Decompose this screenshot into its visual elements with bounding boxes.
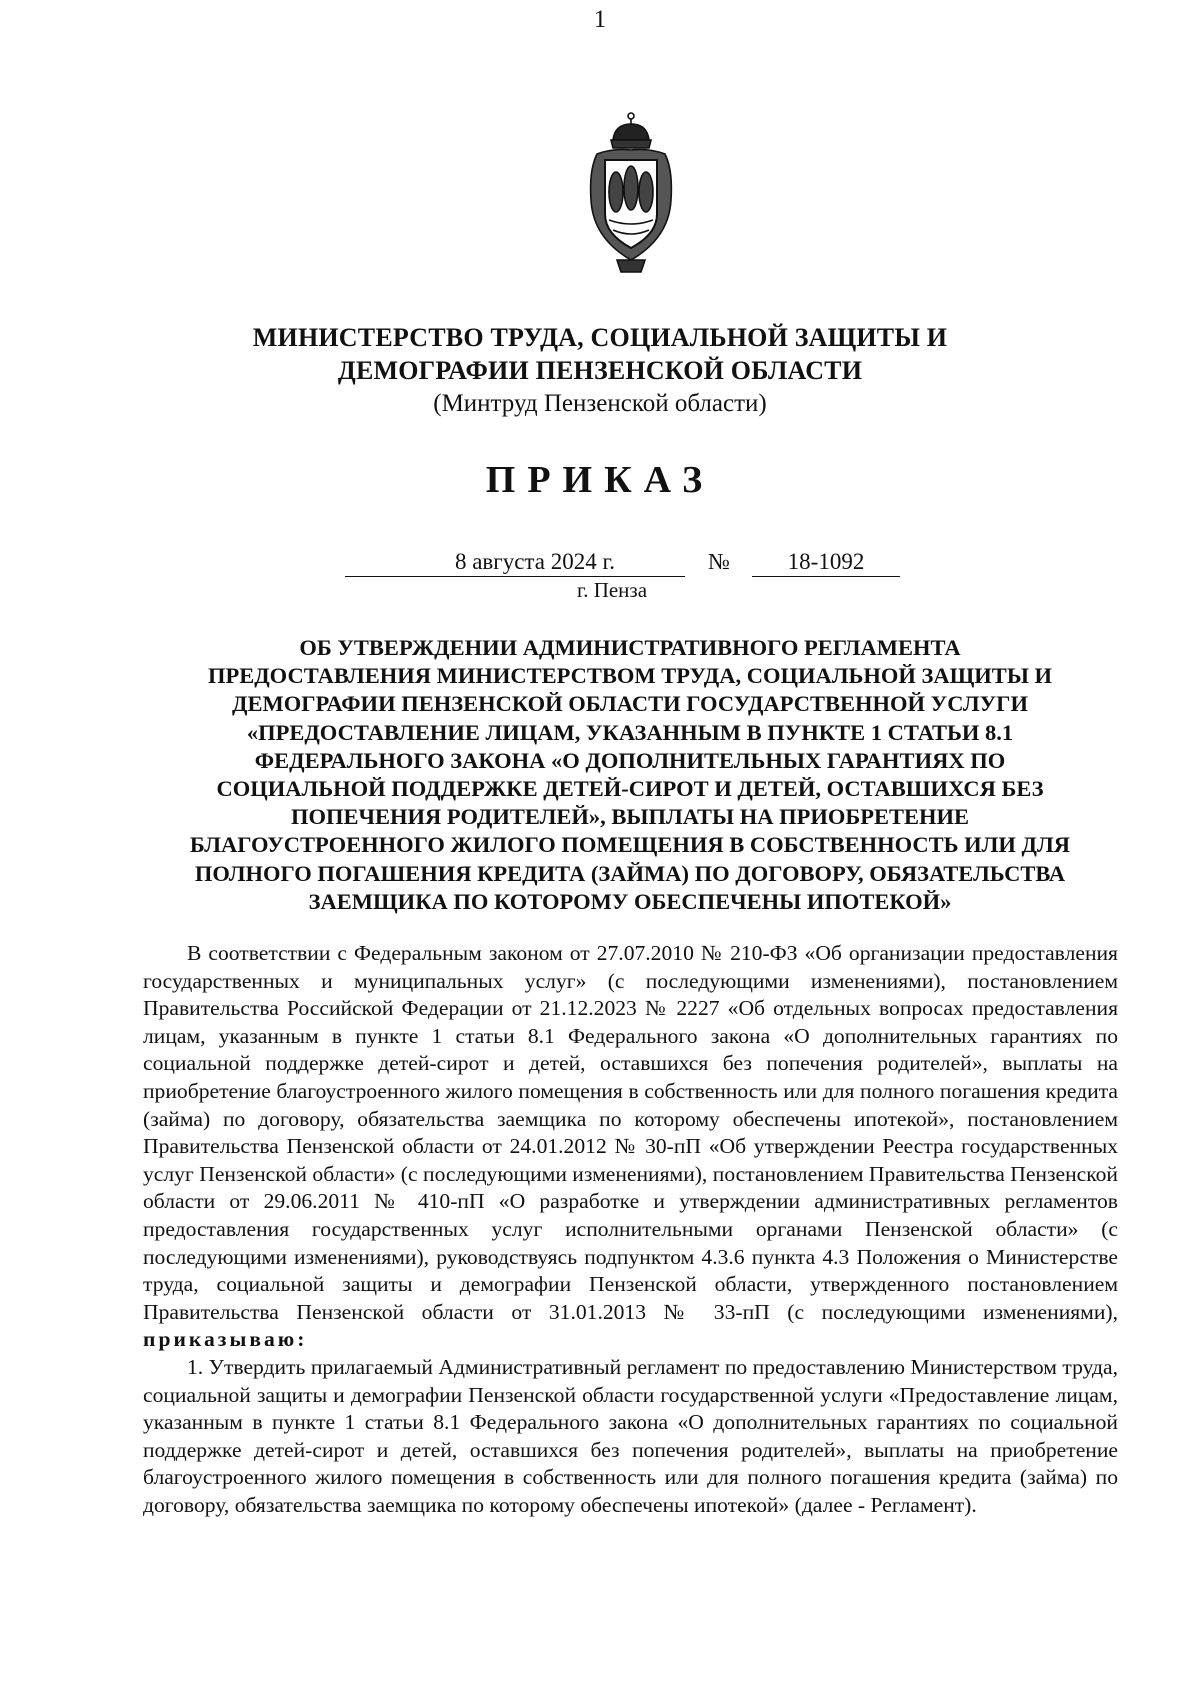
order-date: 8 августа 2024 г. — [345, 548, 685, 577]
title-line: ФЕДЕРАЛЬНОГО ЗАКОНА «О ДОПОЛНИТЕЛЬНЫХ ГАРАНТИЯХ ПО — [254, 747, 1006, 773]
document-title — [150, 634, 1110, 916]
date-number-row — [0, 548, 1200, 580]
page-number: 1 — [593, 6, 607, 33]
title-line: ДЕМОГРАФИИ ПЕНЗЕНСКОЙ ОБЛАСТИ ГОСУДАРСТВЕННОЙ УСЛУГИ — [232, 691, 1028, 717]
order-number: 18-1092 — [752, 548, 900, 577]
order-word: приказываю: — [143, 1327, 308, 1352]
title-line: ОБ УТВЕРЖДЕНИИ АДМИНИСТРАТИВНОГО РЕГЛАМЕНТА — [299, 635, 961, 660]
preamble-paragraph — [143, 940, 1118, 1354]
title-line: ПРЕДОСТАВЛЕНИЯ МИНИСТЕРСТВОМ ТРУДА, СОЦИАЛЬНОЙ ЗАЩИТЫ И — [207, 663, 1053, 689]
item-1-paragraph: 1. Утвердить прилагаемый Административный регламент по предоставлению Министерством труда, социальной защиты и демографии Пензенской области государственной услуги «Предоставление лицам, указанным в пункте 1 статьи 8.1 Федерального закона «О дополнительных гарантиях по социальной поддержке детей-сирот и детей, оставшихся без попечения родителей», выплаты на приобретение благоустроенного жилого помещения в собственность или для полного погашения кредита (займа) по договору, обязательства заемщика по которому обеспечены ипотекой» (далее - Регламент). — [143, 1354, 1118, 1517]
title-line: ПОЛНОГО ПОГАШЕНИЯ КРЕДИТА (ЗАЙМА) ПО ДОГОВОРУ, ОБЯЗАТЕЛЬСТВА — [194, 860, 1066, 886]
title-line: БЛАГОУСТРОЕННОГО ЖИЛОГО ПОМЕЩЕНИЯ В СОБСТВЕННОСТЬ ИЛИ ДЛЯ — [189, 832, 1071, 858]
title-line: СОЦИАЛЬНОЙ ПОДДЕРЖКЕ ДЕТЕЙ-СИРОТ И ДЕТЕЙ, ОСТАВШИХСЯ БЕЗ — [216, 776, 1044, 802]
ministry-name-line-1: МИНИСТЕРСТВО ТРУДА, СОЦИАЛЬНОЙ ЗАЩИТЫ И — [252, 323, 948, 352]
document-type: ПРИКАЗ — [485, 459, 715, 501]
ministry-short-name: (Минтруд Пензенской области) — [433, 390, 767, 417]
coat-of-arms-icon — [583, 110, 679, 276]
document-body — [143, 940, 1118, 1519]
title-line: ЗАЕМЩИКА ПО КОТОРОМУ ОБЕСПЕЧЕНЫ ИПОТЕКОЙ» — [308, 888, 952, 914]
ministry-header — [0, 321, 1200, 421]
number-sign: № — [708, 549, 730, 574]
ministry-name-line-2: ДЕМОГРАФИИ ПЕНЗЕНСКОЙ ОБЛАСТИ — [337, 356, 863, 385]
title-line: «ПРЕДОСТАВЛЕНИЕ ЛИЦАМ, УКАЗАННЫМ В ПУНКТЕ 1 СТАТЬИ 8.1 — [246, 719, 1014, 745]
preamble-text: В соответствии с Федеральным законом от 27.07.2010 № 210-ФЗ «Об организации предоставления государственных и муниципальных услуг» (с последующими изменениями), постановлением Правительства Российской Федерации от 21.12.2023 № 2227 «Об отдельных вопросах предоставления лицам, указанным в пункте 1 статьи 8.1 Федерального закона «О дополнительных гарантиях по социальной поддержке детей-сирот и детей, оставшихся без попечения родителей», выплаты на приобретение благоустроенного жилого помещения в собственность или для полного погашения кредита (займа) по договору, обязательства заемщика по которому обеспечены ипотекой», постановлением Правительства Пензенской области от 24.01.2012 № 30-пП «Об утверждении Реестра государственных услуг Пензенской области» (с последующими изменениями), постановлением Правительства Пензенской области от 29.06.2011 № 410-пП «О разработке и утверждении административных регламентов предоставления государственных услуг исполнительными органами Пензенской области» (с последующими изменениями), руководствуясь подпунктом 4.3.6 пункта 4.3 Положения о Министерстве труда, социальной защиты и демографии Пензенской области, утвержденного постановлением Правительства Пензенской области от 31.01.2013 № 33-пП (с последующими изменениями), — [143, 941, 1118, 1324]
title-line: ПОПЕЧЕНИЯ РОДИТЕЛЕЙ», ВЫПЛАТЫ НА ПРИОБРЕТЕНИЕ — [290, 804, 969, 830]
city: г. Пенза — [576, 578, 648, 602]
